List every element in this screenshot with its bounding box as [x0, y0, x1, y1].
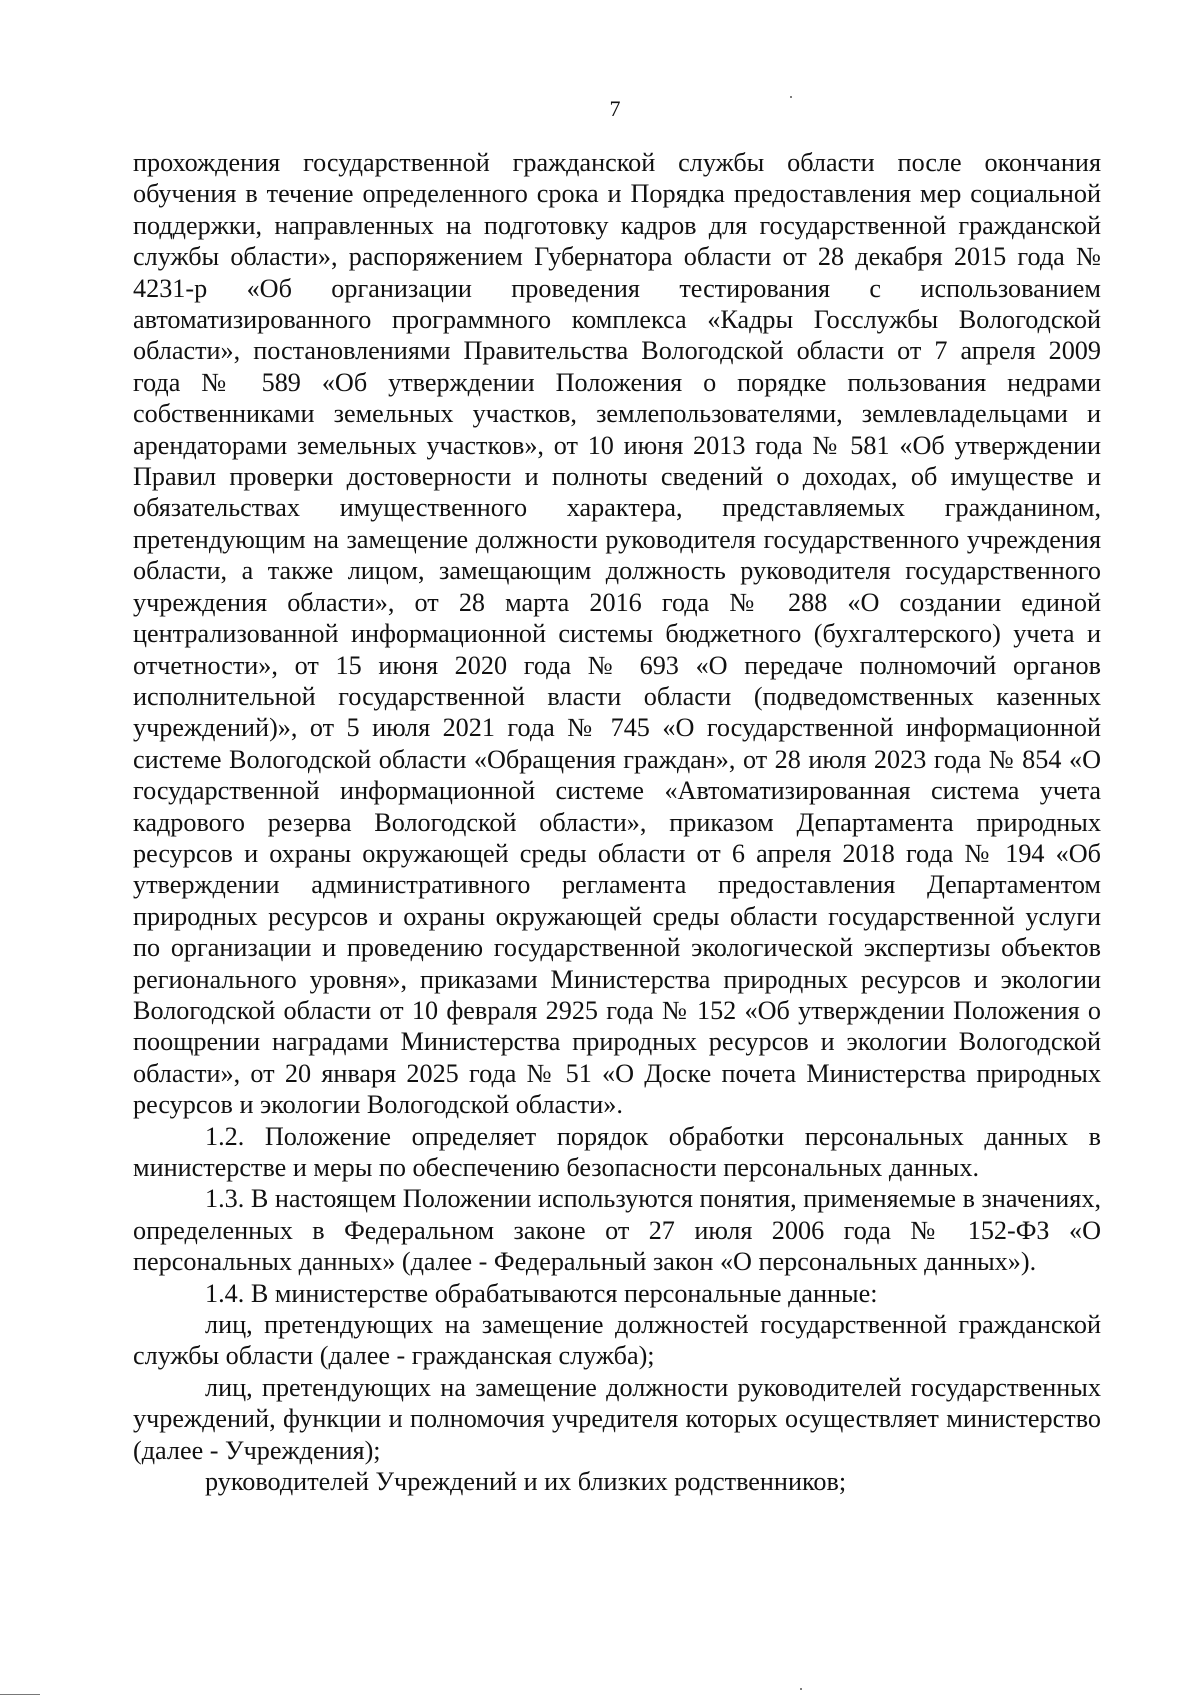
paragraph-1-3: 1.3. В настоящем Положении используются понятия, применяемые в значениях, определенных в Федеральном законе от 27 июля 2006 года № 152-ФЗ «О персональных данных» (далее - Федеральный закон «О персональных данных»).: [133, 1184, 1101, 1277]
list-item-candidates-civil-service: лиц, претендующих на замещение должностей государственной гражданской службы области (далее - гражданская служба);: [133, 1310, 1101, 1371]
document-body: [133, 147, 1101, 1497]
list-item-institution-heads-relatives: руководителей Учреждений и их близких родственников;: [205, 1467, 847, 1497]
paragraph-continued-legal-basis: прохождения государственной гражданской службы области после окончания обучения в течение определенного срока и Порядка предоставления мер социальной поддержки, направленных на подготовку кадров для государственной гражданской службы области», распоряжением Губернатора области от 28 декабря 2015 года № 4231-р «Об организации проведения тестирования с использованием автоматизированного программного комплекса «Кадры Госслужбы Вологодской области», постановлениями Правительства Вологодской области от 7 апреля 2009 года № 589 «Об утверждении Положения о порядке пользования недрами собственниками земельных участков, землепользователями, землевладельцами и арендаторами земельных участков», от 10 июня 2013 года № 581 «Об утверждении Правил проверки достоверности и полноты сведений о доходах, об имуществе и обязательствах имущественного характера, представляемых гражданином, претендующим на замещение должности руководителя государственного учреждения области, а также лицом, замещающим должность руководителя государственного учреждения области», от 28 марта 2016 года № 288 «О создании единой централизованной информационной системы бюджетного (бухгалтерского) учета и отчетности», от 15 июня 2020 года № 693 «О передаче полномочий органов исполнительной государственной власти области (подведомственных казенных учреждений)», от 5 июля 2021 года № 745 «О государственной информационной системе Вологодской области «Обращения граждан», от 28 июля 2023 года № 854 «О государственной информационной системе «Автоматизированная система учета кадрового резерва Вологодской области», приказом Департамента природных ресурсов и охраны окружающей среды области от 6 апреля 2018 года № 194 «Об утверждении административного регламента предоставления Департаментом природных ресурсов и охраны окружающей среды области государственной услуги по организации и проведению государственной экологической экспертизы объектов регионального уровня», приказами Министерства природных ресурсов и экологии Вологодской области от 10 февраля 2925 года № 152 «Об утверждении Положения о поощрении наградами Министерства природных ресурсов и экологии Вологодской области», от 20 января 2025 года № 51 «О Доске почета Министерства природных ресурсов и экологии Вологодской области».: [133, 148, 1101, 1120]
paragraph-1-2: 1.2. Положение определяет порядок обработки персональных данных в министерстве и меры по обеспечению безопасности персональных данных.: [133, 1121, 1101, 1182]
page-number: 7: [609, 96, 621, 121]
scan-artifact: [0, 1694, 40, 1695]
paragraph-1-4: 1.4. В министерстве обрабатываются персональные данные:: [205, 1278, 878, 1308]
list-item-candidates-institution-heads: лиц, претендующих на замещение должности руководителей государственных учреждений, функции и полномочия учредителя которых осуществляет министерство (далее - Учреждения);: [133, 1372, 1101, 1465]
scan-artifact: [790, 96, 792, 98]
scan-artifact: [800, 1688, 802, 1690]
